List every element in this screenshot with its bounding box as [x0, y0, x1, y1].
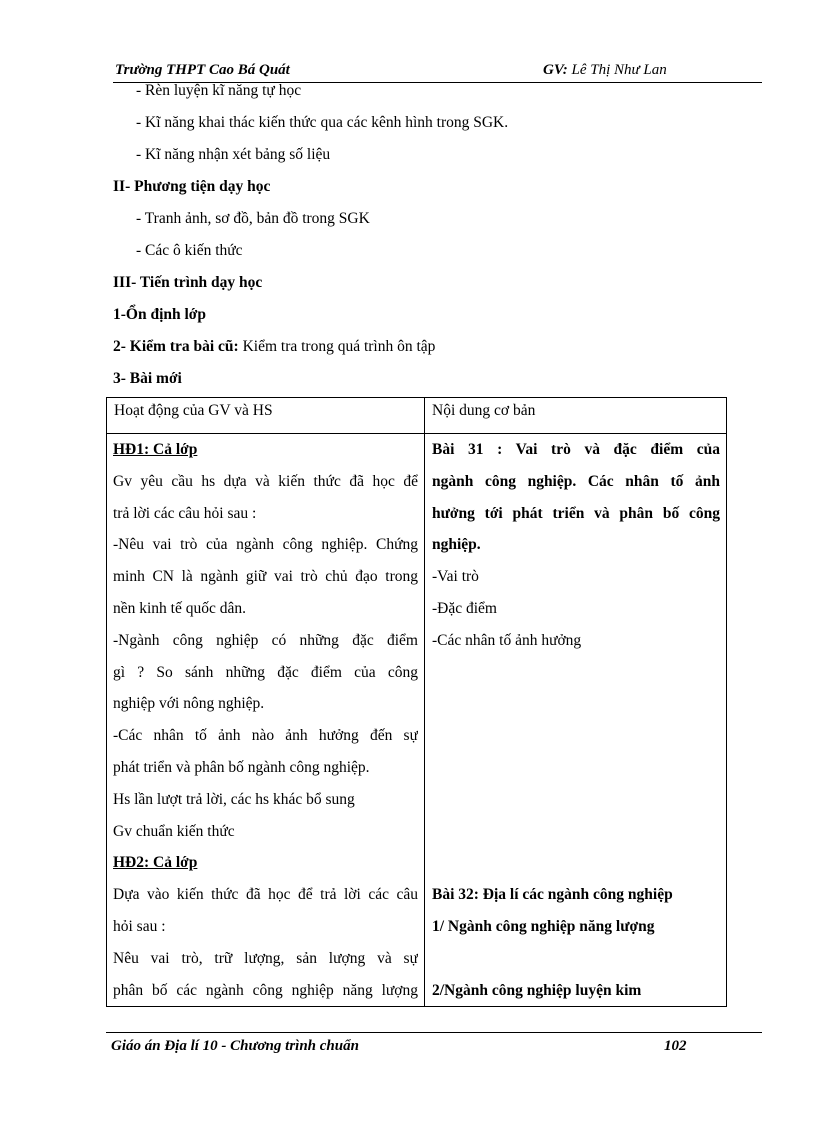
activity-line: Hs lần lượt trả lời, các hs khác bổ sung: [113, 790, 355, 808]
column-header-content: Nội dung cơ bản: [425, 398, 727, 434]
section-heading-process: III- Tiến trình dạy học: [113, 274, 263, 291]
activity-title: HĐ1: Cả lớp: [113, 441, 198, 458]
content-title-line: ngành công nghiệp. Các nhân tố ảnh: [432, 472, 720, 490]
table-row: [107, 434, 727, 1007]
section-heading-materials: II- Phương tiện dạy học: [113, 178, 271, 195]
table-header-row: [107, 398, 727, 434]
activity-line: Nêu vai trò, trữ lượng, sản lượng và sự: [113, 949, 418, 967]
teacher-info: [543, 62, 667, 79]
activities-cell: [107, 434, 425, 1007]
content-cell: [425, 434, 727, 1007]
activity-line: trả lời các câu hỏi sau :: [113, 504, 257, 522]
step-review-text: Kiểm tra trong quá trình ôn tập: [238, 338, 436, 355]
content-item: -Các nhân tố ảnh hưởng: [432, 631, 582, 649]
activity-line: gì ? So sánh những đặc điểm của công: [113, 663, 418, 681]
teacher-name: Lê Thị Như Lan: [571, 62, 667, 78]
material-item: - Tranh ảnh, sơ đồ, bản đồ trong SGK: [136, 210, 370, 227]
activity-line: -Ngành công nghiệp có những đặc điểm: [113, 631, 418, 649]
material-item: - Các ô kiến thức: [136, 242, 243, 259]
page-footer: [106, 1032, 762, 1054]
activity-line: Dựa vào kiến thức đã học để trả lời các câu: [113, 886, 418, 904]
content-title-line: Bài 31 : Vai trò và đặc điểm của: [432, 441, 720, 458]
activity-line: Gv yêu cầu hs dựa và kiến thức đã học để: [113, 472, 418, 490]
step-heading: 3- Bài mới: [113, 370, 182, 387]
activity-line: minh CN là ngành giữ vai trò chủ đạo trong: [113, 568, 418, 586]
content-item: -Đặc điểm: [432, 599, 497, 617]
activity-line: -Các nhân tố ảnh nào ảnh hưởng đến sự: [113, 727, 418, 745]
teacher-prefix: GV:: [543, 62, 568, 78]
content-title-line: nghiệp.: [432, 536, 481, 554]
activity-line: phát triển và phân bố ngành công nghiệp.: [113, 758, 370, 776]
content-item: 1/ Ngành công nghiệp năng lượng: [432, 917, 655, 935]
skill-item: - Rèn luyện kĩ năng tự học: [136, 82, 302, 99]
page-header: [113, 60, 762, 83]
skill-item: - Kĩ năng khai thác kiến thức qua các kênh hình trong SGK.: [136, 114, 509, 131]
activity-title: HĐ2: Cả lớp: [113, 854, 198, 872]
activity-line: phân bố các ngành công nghiệp năng lượng: [113, 981, 418, 999]
footer-title: Giáo án Địa lí 10 - Chương trình chuẩn: [111, 1038, 359, 1054]
activity-line: nền kinh tế quốc dân.: [113, 599, 247, 617]
content-item: -Vai trò: [432, 568, 479, 586]
step-review: [113, 338, 435, 356]
skill-item: - Kĩ năng nhận xét bảng số liệu: [136, 146, 331, 163]
column-header-activities: Hoạt động của GV và HS: [107, 398, 425, 434]
step-review-label: 2- Kiểm tra bài cũ:: [113, 338, 239, 355]
content-title-line: hưởng tới phát triển và phân bố công: [432, 504, 720, 522]
school-name: Trường THPT Cao Bá Quát: [115, 62, 290, 78]
activity-line: Gv chuẩn kiến thức: [113, 822, 235, 840]
lesson-table: [106, 397, 727, 1007]
activity-line: nghiệp với nông nghiệp.: [113, 695, 265, 713]
content-item: 2/Ngành công nghiệp luyện kim: [432, 981, 642, 999]
activity-line: -Nêu vai trò của ngành công nghiệp. Chứng: [113, 536, 418, 554]
page-number: 102: [664, 1038, 687, 1054]
content-title-line: Bài 32: Địa lí các ngành công nghiệp: [432, 886, 673, 904]
step-heading: 1-Ổn định lớp: [113, 306, 207, 323]
activity-line: hỏi sau :: [113, 917, 166, 935]
